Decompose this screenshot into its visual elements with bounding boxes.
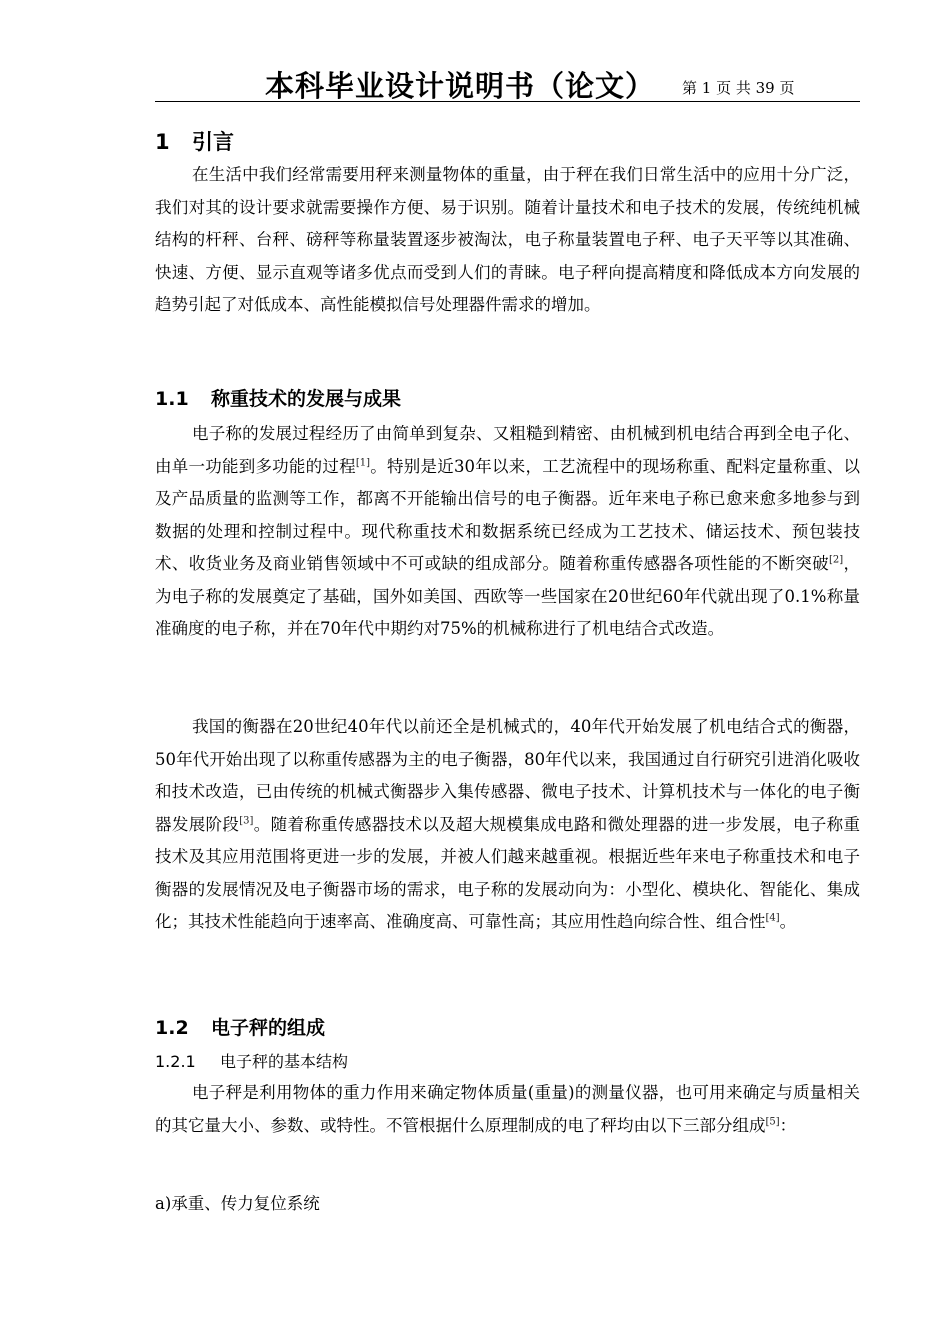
- section-number: 1.2.1: [155, 1052, 196, 1071]
- section-number: 1.2: [155, 1017, 189, 1039]
- paragraph-text: 。特别是近30年以来，工艺流程中的现场称重、配料定量称重、以及产品质量的监测等工作，都离不开能输出信号的电子衡器。近年来电子称已愈来愈多地参与到数据的处理和控制过程中。现代称重技术和数据系统已经成为工艺技术、储运技术、预包装技术、收货业务及商业销售领域中不可或缺的组成部分。随着称重传感器各项性能的不断突破: [155, 456, 861, 573]
- paragraph-text: 电子秤是利用物体的重力作用来确定物体质量(重量)的测量仪器，也可用来确定与质量相关的其它量大小、参数、或特性。不管根据什么原理制成的电了秤均由以下三部分组成: [155, 1083, 860, 1135]
- page-header: [155, 62, 860, 102]
- paragraph-intro: 在生活中我们经常需要用秤来测量物体的重量，由于秤在我们日常生活中的应用十分广泛，我们对其的设计要求就需要操作方便、易于识别。随着计量技术和电子技术的发展，传统纯机械结构的杆秤、台秤、磅秤等称量装置逐步被淘汰，电子称量装置电子秤、电子天平等以其准确、快速、方便、显示直观等诸多优点而受到人们的青睐。电子秤向提高精度和降低成本方向发展的趋势引起了对低成本、高性能模拟信号处理器件需求的增加。: [155, 165, 860, 314]
- paragraph-weighing-history: [155, 418, 860, 646]
- citation-5[interactable]: [5]: [765, 1116, 780, 1127]
- section-title: 称重技术的发展与成果: [211, 388, 402, 410]
- section-title: 电子秤的组成: [211, 1017, 326, 1039]
- section-title: 电子秤的基本结构: [220, 1052, 349, 1071]
- citation-1[interactable]: [1]: [355, 457, 371, 468]
- section-title: 引言: [192, 130, 234, 154]
- paragraph-text: 。随着称重传感器技术以及超大规模集成电路和微处理器的进一步发展，电子称重技术及其应用范围将更进一步的发展，并被人们越来越重视。根据近些年来电子称重技术和电子衡器的发展情况及电子衡器市场的需求，电子称的发展动向为：小型化、模块化、智能化、集成化；其技术性能趋向于速率高、准确度高、可靠性高；其应用性趋向综合性、组合性: [155, 814, 861, 931]
- paragraph-text: 。: [779, 912, 797, 931]
- section-heading-1-1: [155, 384, 401, 411]
- citation-3[interactable]: [3]: [239, 815, 254, 826]
- citation-2[interactable]: [2]: [828, 554, 844, 566]
- section-number: 1: [155, 130, 170, 154]
- paragraph-text: 我国的衡器在20世纪40年代以前还全是机械式的，40年代开始发展了机电结合式的衡器，50年代开始出现了以称重传感器为主的电子衡器，80年代以来，我国通过自行研究引进消化吸收和技术改造，已由传统的机械式衡器步入集传感器、微电子技术、计算机技术与一体化的电子衡器发展阶段: [155, 717, 860, 834]
- section-number: 1.1: [155, 388, 189, 410]
- paragraph-basic-structure: [155, 1077, 860, 1142]
- header-rule: [155, 101, 860, 102]
- citation-4[interactable]: [4]: [765, 912, 780, 924]
- list-item-a: a)承重、传力复位系统: [155, 1194, 320, 1213]
- document-title: 本科毕业设计说明书（论文）: [265, 69, 656, 103]
- paragraph-domestic-development: [155, 711, 860, 939]
- page-number: 第 1 页 共 39 页: [682, 79, 795, 97]
- paragraph-text: ，为电子称的发展奠定了基础，国外如美国、西欧等一些国家在20世纪60年代就出现了0.1%称量准确度的电子称，并在70年代中期约对75%的机械称进行了机电结合式改造。: [155, 554, 861, 638]
- section-heading-1-2-1: [155, 1049, 348, 1072]
- paragraph-text: ：: [779, 1115, 797, 1135]
- section-heading-1-2: [155, 1013, 325, 1040]
- paragraph-text: 电子称的发展过程经历了由简单到复杂、又粗糙到精密、由机械到机电结合再到全电子化、由单一功能到多功能的过程: [155, 424, 860, 476]
- section-heading-1: [155, 126, 234, 156]
